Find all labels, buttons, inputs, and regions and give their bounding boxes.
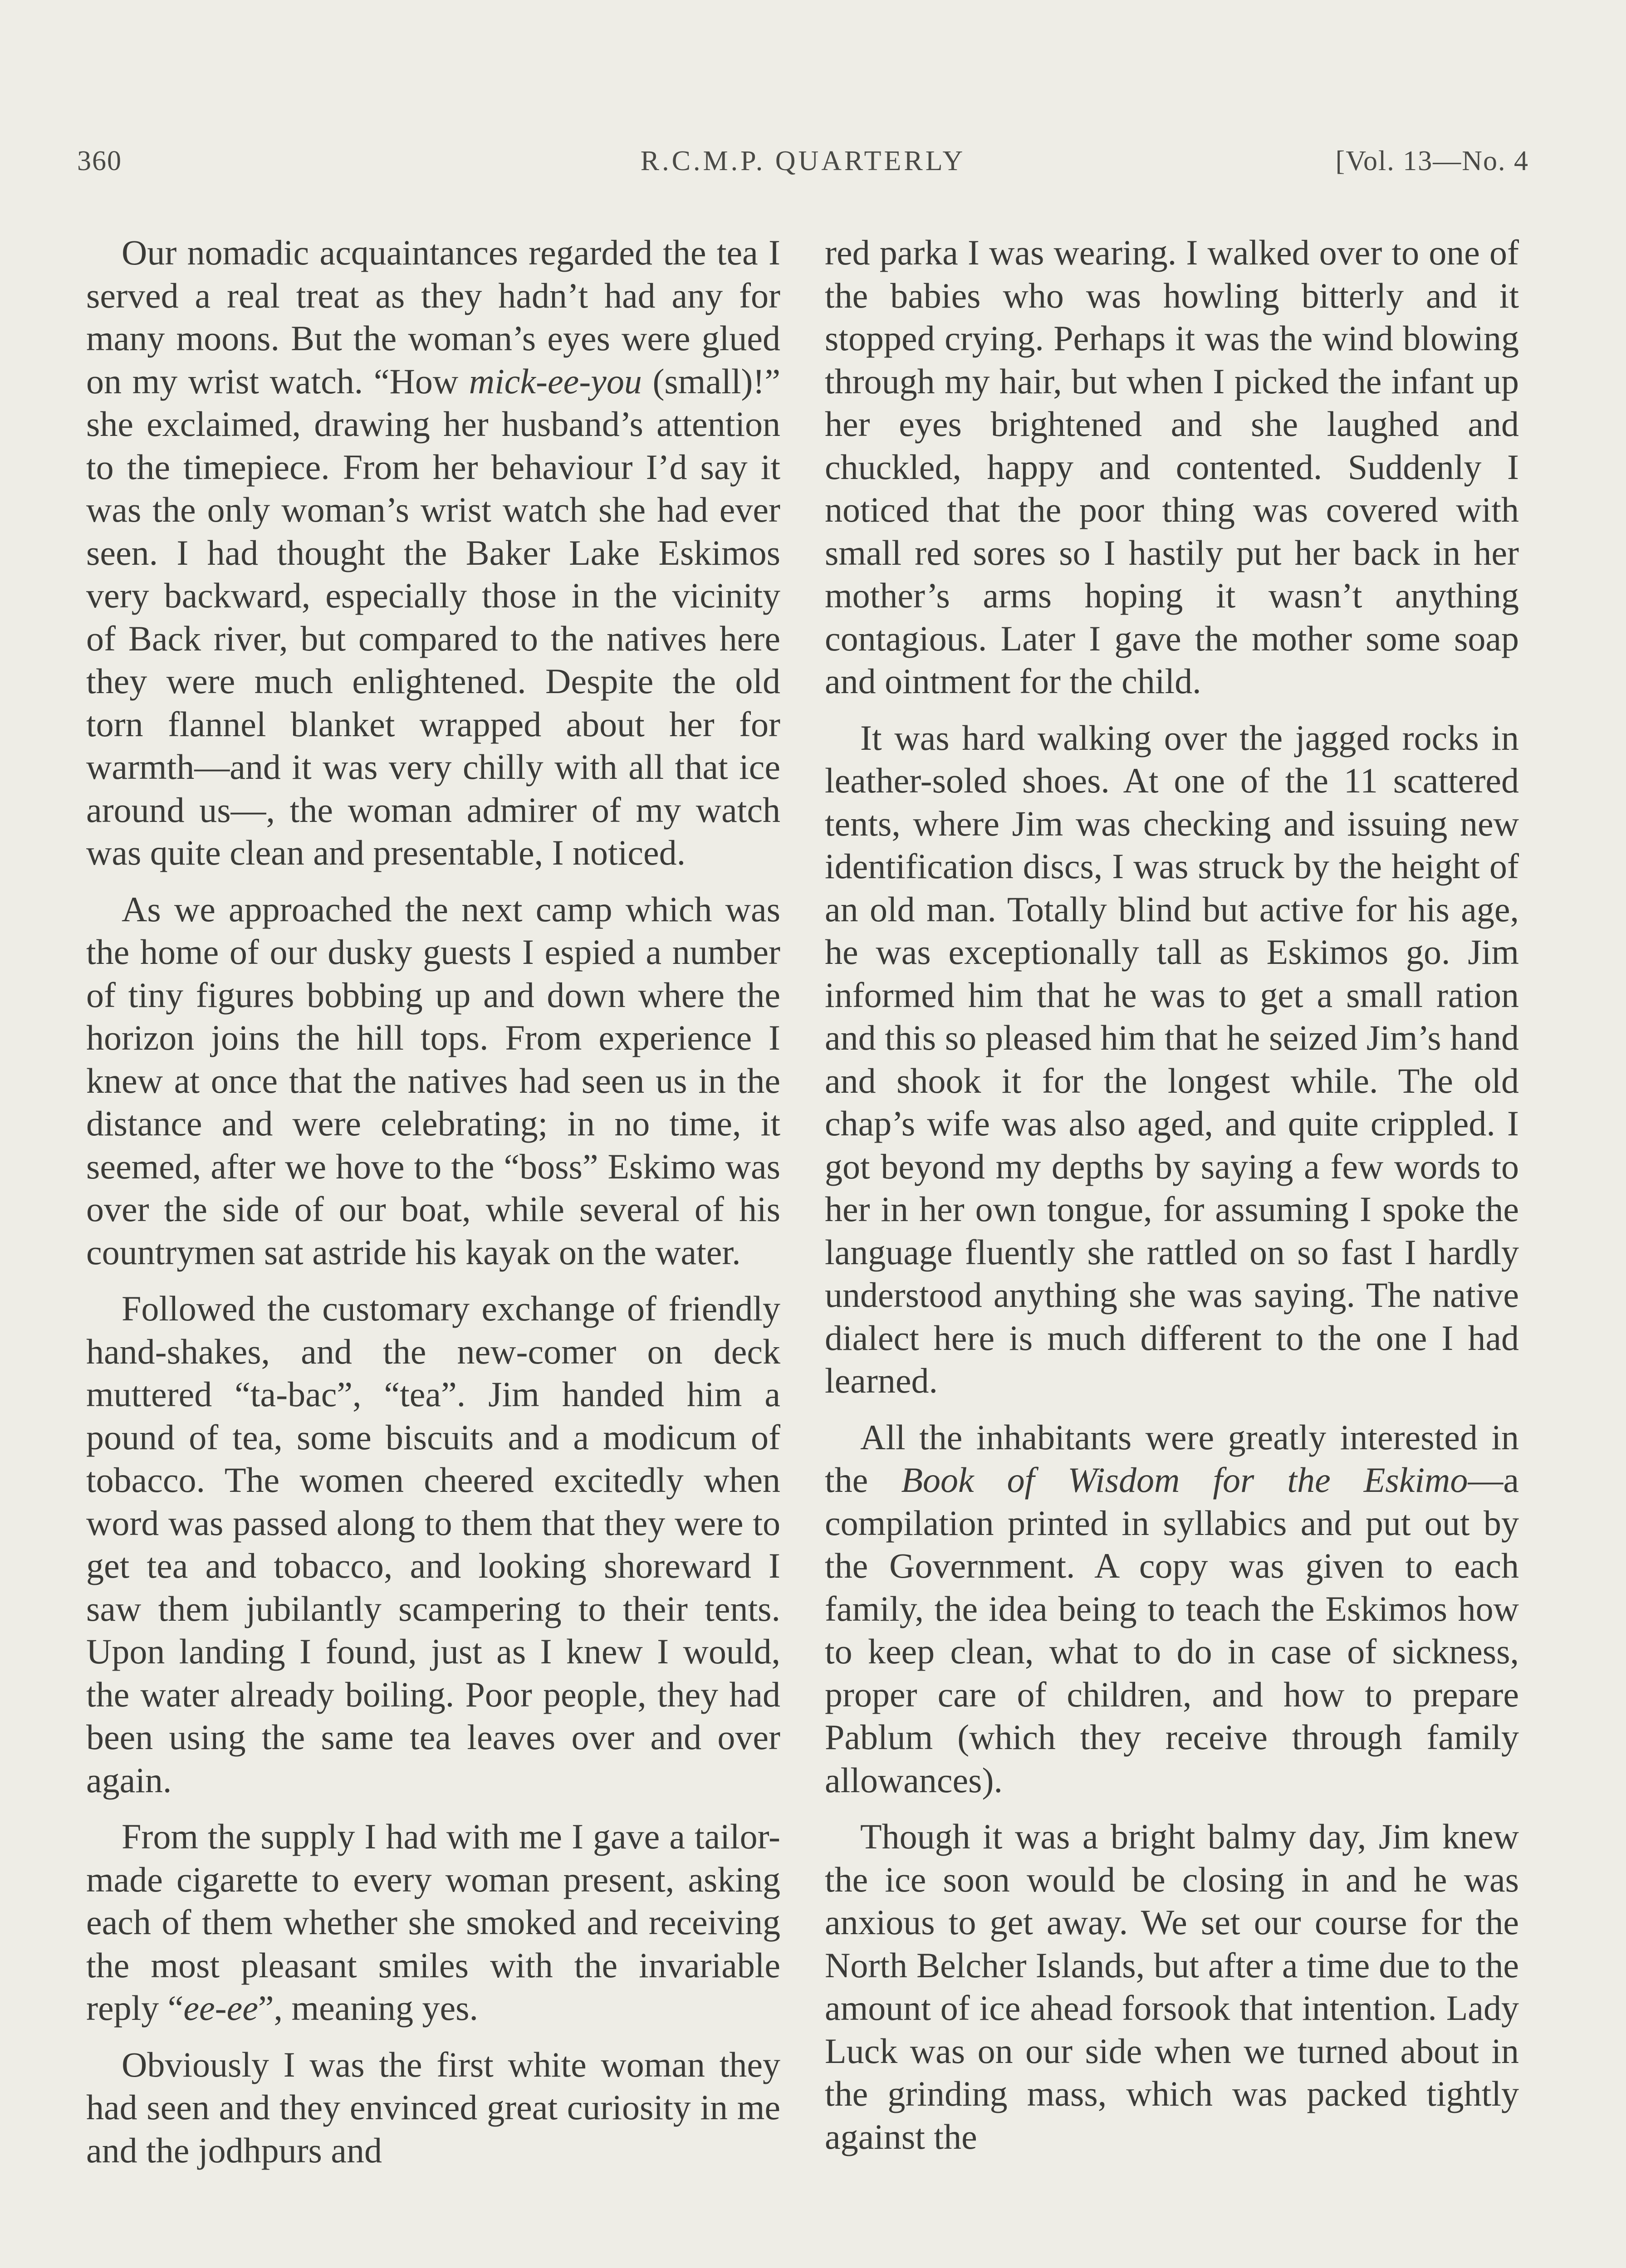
paragraph: Obviously I was the first white woman they had seen and they envinced great curiosity in me and the jodhpurs and bbox=[86, 2044, 780, 2170]
eskimo-word: ee-ee bbox=[183, 1988, 258, 2028]
journal-title: R.C.M.P. QUARTERLY bbox=[640, 146, 966, 176]
paragraph: From the supply I had with me I gave a tailor-made cigarette to every woman present, asking each of them whether she smoked and receiving the most pleasant smiles with the invariable reply “ee-ee”, meaning yes. bbox=[86, 1817, 780, 2028]
paragraph: All the inhabitants were greatly interested in the Book of Wisdom for the Eskimo—a compilation printed in syllabics and put out by the Government. A copy was given to each family, the idea being to teach the Eskimos how to keep clean, what to do in case of sickness, proper care of children, and how to prepare Pablum (which they receive through family allowances). bbox=[825, 1417, 1519, 1800]
paragraph: It was hard walking over the jagged rocks in leather-soled shoes. At one of the 11 scattered tents, where Jim was checking and issuing new identification discs, I was struck by the height of an old man. Totally blind but active for his age, he was exceptionally tall as Eskimos go. Jim informed him that he was to get a small ration and this so pleased him that he seized Jim’s hand and shook it for the longest while. The old chap’s wife was also aged, and quite crippled. I got beyond my depths by saying a few words to her in her own tongue, for assuming I spoke the language fluently she rattled on so fast I hardly understood anything she was saying. The native dialect here is much different to the one I had learned. bbox=[825, 718, 1519, 1400]
paragraph: Our nomadic acquaintances regarded the tea I served a real treat as they hadn’t had any for many moons. But the woman’s eyes were glued on my wrist watch. “How mick-ee-you (small)!” she exclaimed, drawing her husband’s attention to the timepiece. From her behaviour I’d say it was the only woman’s wrist watch she had ever seen. I had thought the Baker Lake Eskimos very backward, especially those in the vicinity of Back river, but compared to the natives here they were much enlightened. Despite the old torn flannel blanket wrapped about her for warmth—and it was very chilly with all that ice around us—, the woman admirer of my watch was quite clean and presentable, I noticed. bbox=[86, 233, 780, 872]
eskimo-word: mick-ee-you bbox=[469, 361, 642, 401]
volume-issue: [Vol. 13—No. 4 bbox=[1335, 146, 1529, 176]
page-number: 360 bbox=[77, 146, 122, 176]
paragraph: Followed the customary exchange of friendly hand-shakes, and the new-comer on deck muttered “ta-bac”, “tea”. Jim handed him a pound of tea, some biscuits and a modicum of tobacco. The women cheered excitedly when word was passed along to them that they were to get tea and tobacco, and looking shoreward I saw them jubilantly scampering to their tents. Upon landing I found, just as I knew I would, the water already boiling. Poor people, they had been using the same tea leaves over and over again. bbox=[86, 1289, 780, 1800]
paragraph: As we approached the next camp which was the home of our dusky guests I espied a number of tiny figures bobbing up and down where the horizon joins the hill tops. From experience I knew at once that the natives had seen us in the distance and were celebrating; in no time, it seemed, after we hove to the “boss” Eskimo was over the side of our boat, while several of his countrymen sat astride his kayak on the water. bbox=[86, 889, 780, 1272]
book-title: Book of Wisdom for the Eskimo bbox=[901, 1460, 1468, 1500]
paragraph: Though it was a bright balmy day, Jim knew the ice soon would be closing in and he was anxious to get away. We set our course for the North Belcher Islands, but after a time due to the amount of ice ahead forsook that intention. Lady Luck was on our side when we turned about in the grinding mass, which was packed tightly against the bbox=[825, 1817, 1519, 2156]
paragraph: red parka I was wearing. I walked over to one of the babies who was howling bitterly and it stopped crying. Perhaps it was the wind blowing through my hair, but when I picked the infant up her eyes brightened and she laughed and chuckled, happy and contented. Suddenly I noticed that the poor thing was covered with small red sores so I hastily put her back in her mother’s arms hoping it wasn’t anything contagious. Later I gave the mother some soap and ointment for the child. bbox=[825, 233, 1519, 701]
left-column bbox=[86, 231, 780, 2172]
running-header bbox=[77, 145, 1529, 186]
right-column bbox=[825, 231, 1519, 2158]
